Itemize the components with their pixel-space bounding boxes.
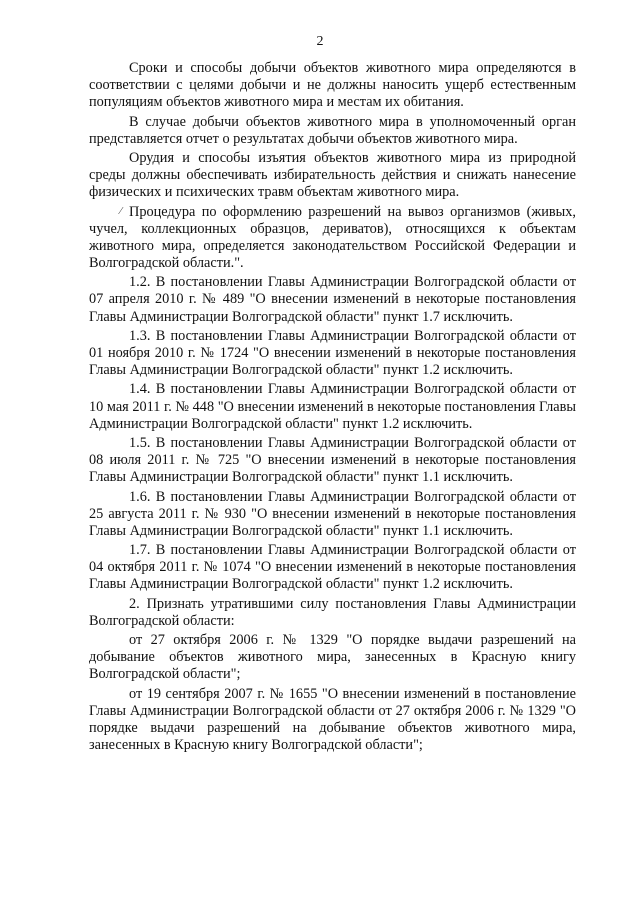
paragraph-hunting-terms: Сроки и способы добычи объектов животного мира определяются в соответствии с целями добычи и не должны наносить ущерб естественным популяциям объектов животного мира и местам их обитания. (89, 60, 576, 111)
paragraph-1-6: 1.6. В постановлении Главы Администрации Волгоградской области от 25 августа 2011 г. № 930 "О внесении изменений в некоторые постановления Главы Администрации Волгоградской области" пункт 1.1 исключить. (89, 488, 576, 539)
paragraph-tools-methods: Орудия и способы изъятия объектов животного мира из природной среды должны обеспечивать избирательность действия и снижать нанесение физических и психических травм объектам животного мира. (89, 150, 576, 201)
page-number: 2 (316, 34, 324, 49)
paragraph-2: 2. Признать утратившими силу постановления Главы Администрации Волгоградской области: (89, 595, 576, 629)
paragraph-2-item-2: от 19 сентября 2007 г. № 1655 "О внесении изменений в постановление Главы Администрации Волгоградской области от 27 октября 2006 г. № 1329 "О порядке выдачи разрешений на добывание объектов животного мира, занесенных в Красную книгу Волгоградской области"; (89, 685, 576, 754)
document-body (89, 60, 576, 757)
paragraph-report: В случае добычи объектов животного мира в уполномоченный орган представляется отчет о результатах добычи объектов животного мира. (89, 113, 576, 147)
paragraph-1-5: 1.5. В постановлении Главы Администрации Волгоградской области от 08 июля 2011 г. № 725 "О внесении изменений в некоторые постановления Главы Администрации Волгоградской области" пункт 1.1 исключить. (89, 435, 576, 486)
paragraph-1-7: 1.7. В постановлении Главы Администрации Волгоградской области от 04 октября 2011 г. № 1074 "О внесении изменений в некоторые постановления Главы Администрации Волгоградской области" пункт 1.2 исключить. (89, 542, 576, 593)
paragraph-1-3: 1.3. В постановлении Главы Администрации Волгоградской области от 01 ноября 2010 г. № 1724 "О внесении изменений в некоторые постановления Главы Администрации Волгоградской области" пункт 1.2 исключить. (89, 327, 576, 379)
paragraph-1-4: 1.4. В постановлении Главы Администрации Волгоградской области от 10 мая 2011 г. № 448 "О внесении изменений в некоторые постановления Главы Администрации Волгоградской области" пункт 1.2 исключить. (89, 381, 576, 432)
paragraph-2-item-1: от 27 октября 2006 г. № 1329 "О порядке выдачи разрешений на добывание объектов животного мира, занесенных в Красную книгу Волгоградской области"; (89, 632, 576, 683)
paragraph-1-2: 1.2. В постановлении Главы Администрации Волгоградской области от 07 апреля 2010 г. № 489 "О внесении изменений в некоторые постановления Главы Администрации Волгоградской области" пункт 1.7 исключить. (89, 274, 576, 325)
paragraph-export-procedure: Процедура по оформлению разрешений на вывоз организмов (живых, чучел, коллекционных образцов, дериватов), относящихся к объектам животного мира, определяется законодательством Российской Федерации и Волгоградской области.". (89, 203, 576, 271)
pen-mark-icon: ⁄ (120, 206, 122, 217)
